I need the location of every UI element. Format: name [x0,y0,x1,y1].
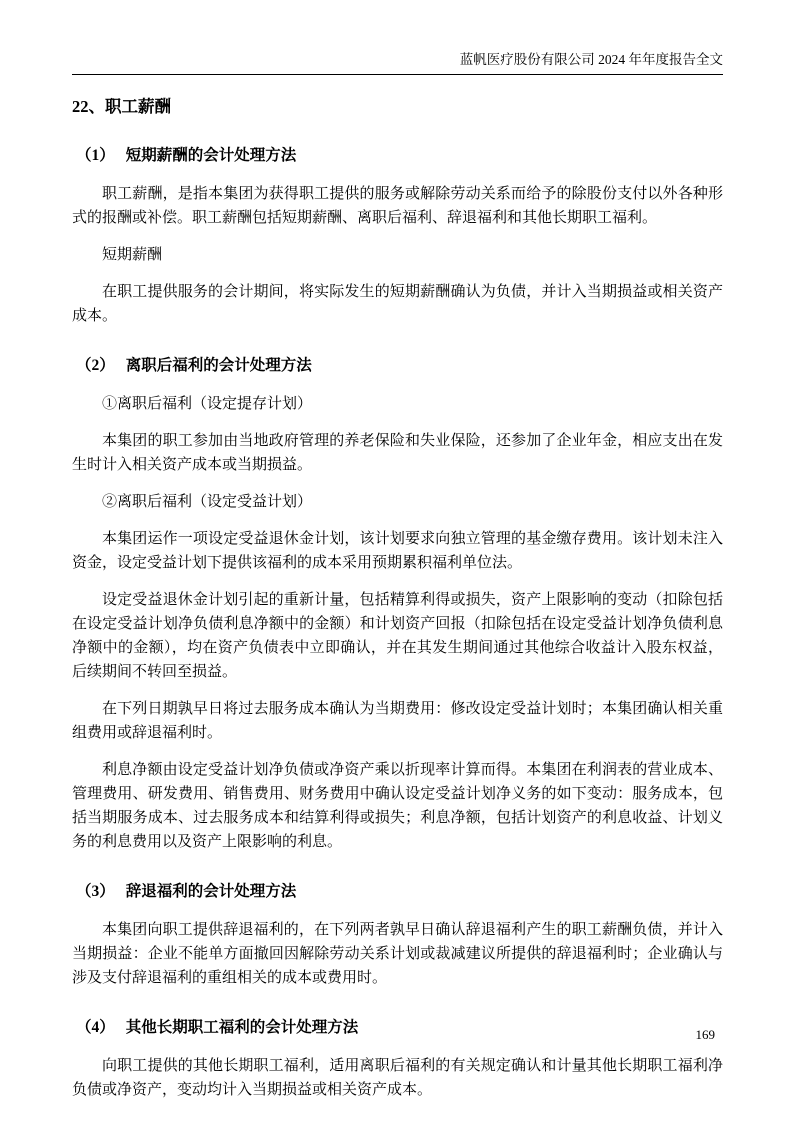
subsection-3-label: 辞退福利的会计处理方法 [125,883,297,900]
paragraph: 本集团向职工提供辞退福利的，在下列两者孰早日确认辞退福利产生的职工薪酬负债，并计入当期损益：企业不能单方面撤回因解除劳动关系计划或裁减建议所提供的辞退福利时；企业确认与涉及支付辞退福利的重组相关的成本或费用时。 [72,922,723,986]
subsection-heading-2 [72,355,723,376]
subsection-2-label: 离职后福利的会计处理方法 [125,357,312,374]
paragraph: 在职工提供服务的会计期间，将实际发生的短期薪酬确认为负债，并计入当期损益或相关资产成本。 [72,284,723,324]
subsection-4-number: （4） [76,1019,115,1036]
subsection-4-label: 其他长期职工福利的会计处理方法 [125,1019,359,1036]
paragraph: 设定受益退休金计划引起的重新计量，包括精算利得或损失，资产上限影响的变动（扣除包括在设定受益计划净负债利息净额中的金额）和计划资产回报（扣除包括在设定受益计划净负债利息净额中的金额），均在资产负债表中立即确认，并在其发生期间通过其他综合收益计入股东权益，后续期间不转回至损益。 [72,592,723,680]
section-title: 22、职工薪酬 [72,97,171,116]
paragraph: ②离职后福利（设定受益计划） [102,494,313,510]
paragraph: 在下列日期孰早日将过去服务成本确认为当期费用：修改设定受益计划时；本集团确认相关重组费用或辞退福利时。 [72,701,723,741]
paragraph: 职工薪酬，是指本集团为获得职工提供的服务或解除劳动关系而给予的除股份支付以外各种形式的报酬或补偿。职工薪酬包括短期薪酬、离职后福利、辞退福利和其他长期职工福利。 [72,186,723,226]
paragraph: 本集团的职工参加由当地政府管理的养老保险和失业保险，还参加了企业年金，相应支出在发生时计入相关资产成本或当期损益。 [72,433,723,473]
paragraph: ①离职后福利（设定提存计划） [102,396,313,412]
document-content [72,86,723,1115]
subsection-1-label: 短期薪酬的会计处理方法 [125,147,297,164]
subsection-2-number: （2） [76,357,115,374]
subsection-heading-1 [72,145,723,166]
subsection-heading-4 [72,1017,723,1038]
page-header [72,51,723,68]
paragraph: 向职工提供的其他长期职工福利，适用离职后福利的有关规定确认和计量其他长期职工福利净负债或净资产，变动均计入当期损益或相关资产成本。 [72,1058,723,1098]
page-number: 169 [695,1027,715,1042]
paragraph: 利息净额由设定受益计划净负债或净资产乘以折现率计算而得。本集团在利润表的营业成本、管理费用、研发费用、销售费用、财务费用中确认设定受益计划净义务的如下变动：服务成本，包括当期服务成本、过去服务成本和结算利得或损失；利息净额，包括计划资产的利息收益、计划义务的利息费用以及资产上限影响的利息。 [72,762,723,850]
subsection-heading-3 [72,881,723,902]
paragraph: 短期薪酬 [102,247,163,263]
subsection-1-number: （1） [76,147,115,164]
header-rule [72,74,723,75]
paragraph: 本集团运作一项设定受益退休金计划，该计划要求向独立管理的基金缴存费用。该计划未注入资金，设定受益计划下提供该福利的成本采用预期累积福利单位法。 [72,531,723,571]
page-footer [696,1027,716,1043]
subsection-3-number: （3） [76,883,115,900]
header-title: 蓝帆医疗股份有限公司 2024 年年度报告全文 [459,52,723,67]
